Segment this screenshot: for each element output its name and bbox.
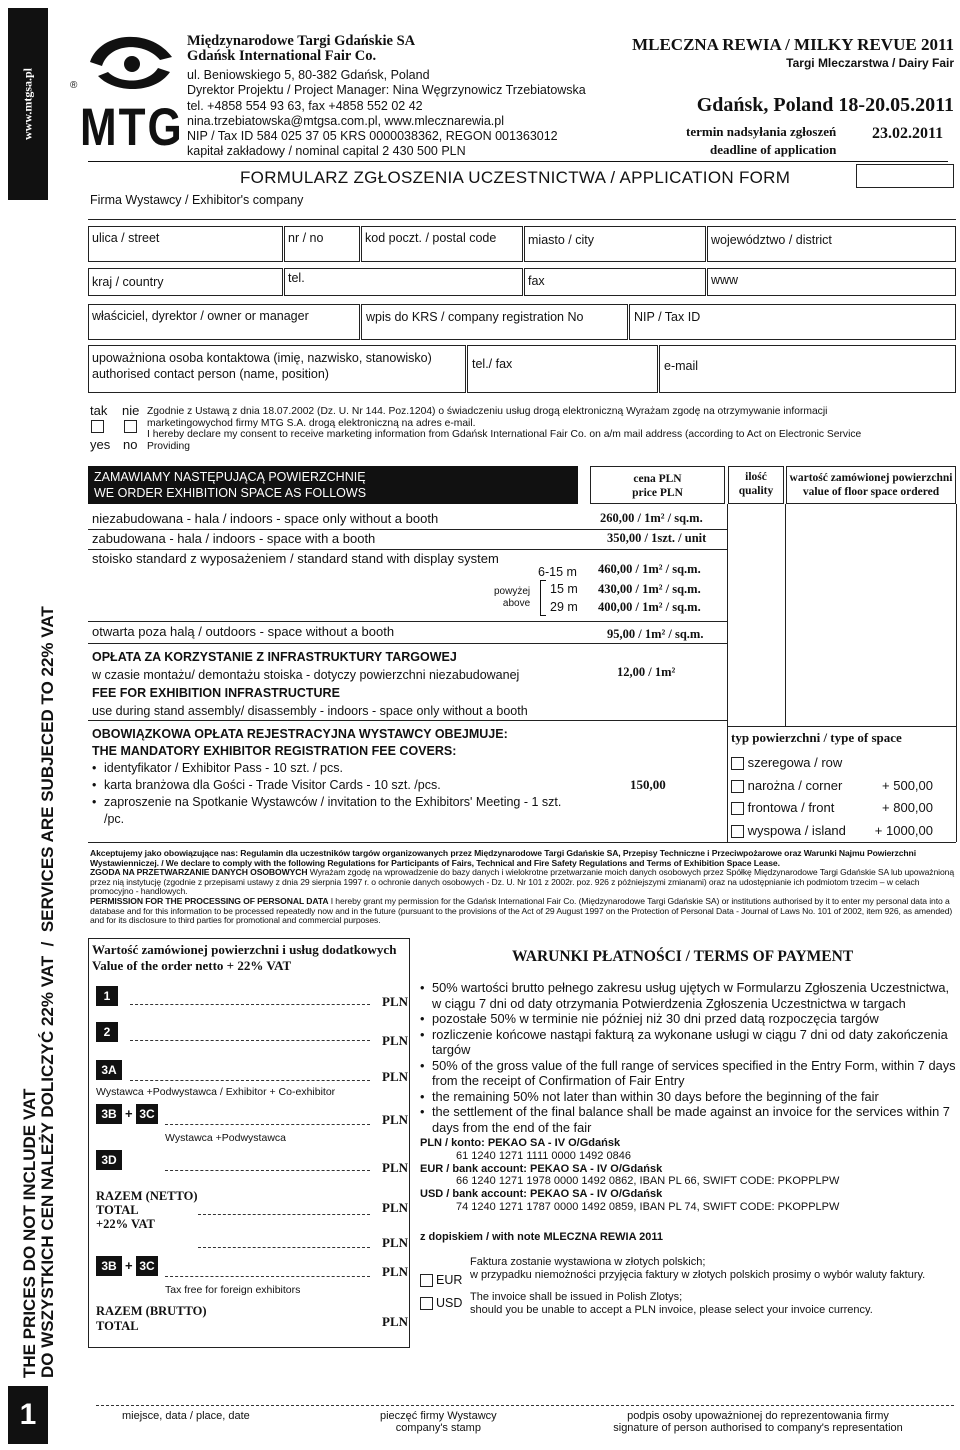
foreign-currency: PLN — [382, 1264, 408, 1279]
item-3d-badge: 3D — [96, 1150, 122, 1170]
space-type-corner-label: narożna / corner — [747, 777, 843, 793]
legal-data-consent-en-text: I hereby grant my permission for the Gdańsk International Fair Co. (Międzynarodowe Targi Gdańskie SA) or institutions authorised by it to enter my personal data into a database and for this information to be processed repeatedly now and in the future (pursuant to the provisions of the Act of 29 August 1997 on the Protection of Personal Data - Journal of Laws No. 101 of 2002, item 926, as amended) and for its disclosure to third parties for promotional and commercial purposes. — [90, 895, 953, 926]
currency-eur-note — [470, 1256, 925, 1282]
event-subtitle: Targi Mleczarstwa / Dairy Fair — [786, 56, 954, 70]
space-type-island[interactable] — [731, 820, 941, 843]
vat-line[interactable] — [198, 1247, 370, 1248]
infra-divider — [88, 720, 728, 721]
legal-data-consent-pl-text: Wyrażam zgodę na wprowadzenie do bazy danych i wielokrotne przetwarzanie moich danych osobowych przez Spółkę Międzynarodowe Targi Gdańskie SA lub upoważnioną przez nią instytucję (zgodnie z przepisami ustawy z dnia 29 sierpnia 1997 r. o ochronie danych osobowych - Dz. U. Nr 101 z 2002r. poz. 926 z późniejszymi zmianami) oraz na udostępnianie ich podmiotom trzecim – w celach promocyjno - handlowych. — [90, 867, 954, 897]
infra-text-en: use during stand assembly/ disassembly - indoors - space only without a booth — [92, 704, 528, 718]
total-net-currency: PLN — [382, 1200, 408, 1215]
organizer-capital: kapitał zakładowy / nominal capital 2 430 500 PLN — [187, 144, 466, 159]
right-border-line — [956, 504, 957, 842]
stamp-label-pl: pieczęć firmy Wystawcy — [380, 1410, 497, 1422]
consent-text-en1: I hereby declare my consent to receive marketing information from Gdańsk International Fair Co. on a/m mail address (according to Act on Electronic Service — [147, 429, 862, 440]
size-6-15-price: 460,00 / 1m² / sq.m. — [598, 562, 701, 576]
row4-price: 95,00 / 1m² / sq.m. — [607, 627, 704, 641]
total-net-line[interactable] — [198, 1214, 370, 1215]
organizer-info — [187, 34, 415, 64]
tel-field[interactable] — [284, 268, 523, 296]
krs-field[interactable] — [361, 304, 628, 340]
registration-number-box[interactable] — [856, 164, 954, 188]
bank-eur-account: 66 1240 1271 1978 0000 1492 0862, IBAN PL 66, SWIFT CODE: PKOPPLPW — [456, 1175, 840, 1188]
legal-regulations: Akceptujemy jako obowiązujące nas: Regulamin dla uczestników targów organizowanych przez Międzynarodowe Targi Gdańskie SA, Przepisy Techniczne i Przeciwpożarowe oraz Warunki Najmu Powierzchni Wystawienniczej. / We declare to comply with the following Regulations for Participants of Fairs, Technical and Fire Safety Regulations and Terms of Exhibition Space Lease. — [90, 848, 916, 868]
qty-header-en: quality — [738, 485, 774, 497]
razem-netto: RAZEM (NETTO) — [96, 1189, 198, 1203]
payment-term-5: • the remaining 50% not later than within 30 days before the beginning of the fair — [420, 1089, 956, 1105]
currency-eur-checkbox[interactable] — [420, 1274, 433, 1287]
item-3b-plus: + — [125, 1106, 133, 1121]
space-type-front-label: frontowa / front — [747, 800, 835, 815]
organizer-address: ul. Beniowskiego 5, 80-382 Gdańsk, Poland — [187, 68, 430, 82]
currency-usd-checkbox[interactable] — [420, 1297, 433, 1310]
district-field[interactable] — [707, 226, 956, 262]
value-header-en: value of floor space ordered — [802, 486, 940, 498]
row1-price: 260,00 / 1m² / sq.m. — [600, 511, 703, 525]
size-6-15: 6-15 m — [538, 565, 577, 579]
www-label: www — [711, 273, 739, 287]
reg-title-en: THE MANDATORY EXHIBITOR REGISTRATION FEE COVERS: — [92, 744, 457, 758]
registered-mark: ® — [70, 80, 78, 91]
space-type-corner-checkbox[interactable] — [731, 780, 744, 793]
order-value-title — [92, 942, 396, 974]
tax-free-label: Tax free for foreign exhibitors — [165, 1284, 301, 1296]
size-15-price: 430,00 / 1m² / sq.m. — [598, 582, 701, 596]
legal-text — [90, 849, 954, 926]
row1-label: niezabudowana - hala / indoors - space only without a booth — [92, 511, 439, 526]
country-label: kraj / country — [92, 275, 164, 289]
mtg-logo — [70, 32, 184, 157]
space-type-front[interactable] — [731, 797, 941, 820]
above-pl: powyżej — [494, 586, 531, 597]
space-type-top-line — [727, 726, 956, 727]
bank-usd-account: 74 1240 1271 1787 0000 1492 0859, IBAN PL 74, SWIFT CODE: PKOPPLPW — [456, 1200, 840, 1213]
item-3d-line[interactable] — [165, 1170, 370, 1171]
order-value-title-pl: Wartość zamówionej powierzchni i usług dodatkowych — [92, 942, 397, 957]
size-29-price: 400,00 / 1m² / sq.m. — [598, 600, 701, 614]
podwystawca-label: Wystawca +Podwystawca — [165, 1132, 286, 1144]
space-type-island-checkbox[interactable] — [731, 825, 744, 838]
item-1-currency: PLN — [382, 994, 408, 1009]
deadline-label-pl: termin nadsyłania zgłoszeń — [686, 124, 837, 139]
contact-label-pl: upoważniona osoba kontaktowa (imię, nazwisko, stanowisko) — [92, 351, 432, 365]
payment-terms-list — [420, 980, 956, 1135]
company-field[interactable] — [88, 188, 956, 220]
item-1-line[interactable] — [130, 1004, 370, 1005]
item-3a-currency: PLN — [382, 1069, 408, 1084]
mtg-logo-mark — [80, 32, 180, 102]
email-label: e-mail — [664, 359, 699, 373]
space-type-row[interactable] — [731, 752, 941, 775]
consent-text — [147, 406, 957, 452]
total-net-label — [96, 1189, 198, 1231]
form-title: FORMULARZ ZGŁOSZENIA UCZESTNICTWA / APPLICATION FORM — [240, 168, 791, 187]
quantity-column-header — [728, 466, 784, 504]
bank-accounts — [420, 1137, 920, 1214]
street-field[interactable] — [88, 226, 283, 262]
payment-term-1: • 50% wartości brutto pełnego zakresu usług ujętych w Formularzu Zgłoszenia Uczestnictwa, w ciągu 7 dni od daty otrzymania Potwierdzenia Zgłoszenia Uczestnictwa w targach — [420, 980, 956, 1011]
size-15: 15 m — [550, 582, 578, 596]
payment-title-spacer — [419, 972, 959, 974]
above-en: above — [502, 598, 531, 609]
organizer-name-en: Gdańsk International Fair Co. — [187, 48, 377, 64]
registration-fee — [92, 726, 562, 828]
fax-label: fax — [528, 274, 545, 288]
total-gross-currency: PLN — [382, 1314, 408, 1329]
space-type-front-price: + 800,00 — [882, 800, 933, 815]
contact-email-field[interactable] — [659, 345, 956, 393]
space-type-list — [731, 752, 941, 842]
reg-item-invitation: • zaproszenie na Spotkanie Wystawców / invitation to the Exhibitors' Meeting - 1 szt. /pc. — [92, 794, 562, 828]
bank-usd-label: USD / bank account: PEKAO SA - IV O/Gdańsk — [420, 1188, 663, 1201]
item-3c-badge-foreign: 3C — [136, 1256, 158, 1276]
nip-field[interactable] — [629, 304, 956, 340]
nip-label: NIP / Tax ID — [634, 310, 701, 324]
row2-label: zabudowana - hala / indoors - space with a booth — [92, 531, 376, 546]
item-3b-badge-foreign: 3B — [96, 1256, 122, 1276]
item-2-badge: 2 — [96, 1022, 118, 1042]
page-number: 1 — [8, 1386, 48, 1444]
city-label: miasto / city — [528, 233, 594, 247]
item-1-badge: 1 — [96, 986, 118, 1006]
stamp-label — [380, 1410, 497, 1434]
logo-text: MTG — [80, 98, 184, 157]
country-field[interactable] — [88, 268, 283, 296]
item-2-line[interactable] — [130, 1040, 370, 1041]
usd-note-1: The invoice shall be issued in Polish Zlotys; — [470, 1291, 683, 1303]
street-label: ulica / street — [92, 231, 160, 245]
bank-eur-label: EUR / bank account: PEKAO SA - IV O/Gdańsk — [420, 1162, 663, 1175]
payment-term-6: • the settlement of the final balance shall be made against an invoice for the services within 7 days from the end of the fair — [420, 1104, 956, 1135]
item-3a-badge: 3A — [96, 1060, 122, 1080]
organizer-phone: tel. +4858 554 93 63, fax +4858 552 02 42 — [187, 98, 423, 113]
payment-term-4: • 50% of the gross value of the full range of services specified in the Entry Form, within 7 days from the receipt of Confirmation of Fair Entry — [420, 1058, 956, 1089]
total-gross-label — [96, 1304, 207, 1334]
item-3d-currency: PLN — [382, 1160, 408, 1175]
total-gross: TOTAL — [96, 1319, 139, 1333]
tel-label: tel. — [288, 271, 305, 285]
qty-header-pl: ilość — [745, 471, 767, 483]
organizer-name: Międzynarodowe Targi Gdańskie SA — [187, 33, 416, 49]
reg-item-pass: • identyfikator / Exhibitor Pass - 10 szt. / pcs. — [92, 760, 562, 777]
consent-yes-checkbox[interactable] — [91, 420, 104, 433]
legal-data-consent-en-title: PERMISSION FOR THE PROCESSING OF PERSONAL DATA — [90, 895, 329, 906]
organizer-email-web: nina.trzebiatowska@mtgsa.com.pl, www.mlecznarewia.pl — [187, 113, 504, 128]
consent-no-label: no — [123, 437, 138, 452]
consent-text-en2: Providing — [147, 440, 190, 452]
consent-nie-label: nie — [122, 403, 140, 418]
order-value-title-en: Value of the order netto + 22% VAT — [92, 958, 292, 973]
order-header-en: WE ORDER EXHIBITION SPACE AS FOLLOWS — [94, 486, 367, 500]
legal-data-consent-en — [90, 897, 954, 926]
item-3bc-currency: PLN — [382, 1112, 408, 1127]
postal-label: kod poczt. / postal code — [365, 231, 497, 245]
postal-field[interactable] — [361, 226, 523, 262]
website-url: www.mtgsa.pl — [20, 67, 35, 141]
order-bottom-line — [88, 842, 956, 843]
stamp-label-en: company's stamp — [395, 1422, 481, 1434]
size-29: 29 m — [550, 600, 578, 614]
payment-term-2: • pozostałe 50% w terminie nie później niż 30 dni przed datą rozpoczęcia targów — [420, 1011, 956, 1027]
item-2-currency: PLN — [382, 1033, 408, 1048]
reg-item-visitor-cards: • karta branżowa dla Gości - Trade Visitor Cards - 10 szt. /pcs. — [92, 777, 562, 794]
krs-label: wpis do KRS / company registration No — [366, 310, 584, 324]
space-type-island-price: + 1000,00 — [874, 822, 933, 838]
space-type-island-label: wyspowa / island — [747, 822, 846, 838]
place-date-label: miejsce, data / place, date — [122, 1410, 250, 1422]
signature-line[interactable] — [96, 1405, 954, 1406]
infra-title-en: FEE FOR EXHIBITION INFRASTRUCTURE — [92, 686, 340, 700]
infra-title-pl: OPŁATA ZA KORZYSTANIE Z INFRASTRUKTURY TARGOWEJ — [92, 650, 457, 664]
telfax-label: tel./ fax — [472, 357, 513, 371]
item-3bc-line[interactable] — [165, 1124, 370, 1125]
reg-title-pl: OBOWIĄZKOWA OPŁATA REJESTRACYJNA WYSTAWCY OBEJMUJE: — [92, 727, 508, 741]
owner-field[interactable] — [88, 304, 360, 340]
currency-eur-label: EUR — [436, 1273, 463, 1287]
vat-note-pl: DO WSZYSTKICH CEN NALEŻY DOLICZYĆ 22% VAT / SERVICES ARE SUBJECED TO 22% VAT — [38, 606, 57, 1378]
currency-usd-note — [470, 1291, 873, 1317]
foreign-line[interactable] — [165, 1276, 370, 1277]
item-3c-badge: 3C — [136, 1104, 158, 1124]
event-place-date: Gdańsk, Poland 18-20.05.2011 — [696, 94, 954, 116]
payment-title: WARUNKI PŁATNOŚCI / TERMS OF PAYMENT — [512, 948, 854, 965]
owner-label: właściciel, dyrektor / owner or manager — [92, 309, 309, 323]
price-header-en: price PLN — [632, 487, 683, 499]
event-title: MLECZNA REWIA / MILKY REVUE 2011 — [632, 35, 954, 54]
contact-person-label — [92, 350, 432, 382]
value-column-header — [786, 466, 956, 504]
reg-price: 150,00 — [630, 777, 666, 792]
vat-note-en: THE PRICES DO NOT INCLUDE VAT — [20, 1088, 39, 1378]
organizer-nip: NIP / Tax ID 584 025 37 05 KRS 0000038362, REGON 001363012 — [187, 129, 558, 144]
signature-label-pl: podpis osoby upoważnionej do reprezentowania firmy — [627, 1410, 889, 1422]
legal-data-consent-pl-title: ZGODA NA PRZETWARZANIE DANYCH OSOBOWYCH — [90, 867, 308, 878]
consent-yes-label: yes — [90, 437, 111, 452]
infrastructure-fee — [92, 648, 592, 720]
number-field[interactable] — [284, 226, 360, 262]
city-field[interactable] — [524, 226, 706, 262]
consent-no-checkbox[interactable] — [124, 420, 137, 433]
consent-text-pl2: marketingowychod firmy MTG S.A. drogą elektroniczną na adres e-mail. — [147, 417, 476, 429]
company-label: Firma Wystawcy / Exhibitor's company — [90, 193, 304, 207]
www-field[interactable] — [707, 268, 956, 296]
number-label: nr / no — [288, 231, 324, 245]
price-header-pl: cena PLN — [633, 473, 682, 485]
bank-pln-account: 61 1240 1271 1111 0000 1492 0846 — [456, 1149, 631, 1162]
order-header — [88, 466, 578, 504]
total-net: TOTAL — [96, 1203, 139, 1217]
bank-pln-label: PLN / konto: PEKAO SA - IV O/Gdańsk — [420, 1137, 621, 1149]
contact-person-field[interactable] — [88, 345, 466, 393]
above-label — [494, 586, 530, 610]
price-column-header — [590, 466, 725, 504]
signature-label — [608, 1410, 908, 1434]
reg-items — [92, 760, 562, 828]
consent-tak-label: tak — [90, 403, 108, 418]
space-type-corner-price: + 500,00 — [882, 777, 933, 793]
vat-currency: PLN — [382, 1235, 408, 1250]
header-divider — [88, 161, 948, 162]
consent-text-pl1: Zgodnie z Ustawą z dnia 18.07.2002 (Dz. U. Nr 144. Poz.1204) o świadczeniu usług drogą elektroniczną Wyrażam zgodę na otrzymywanie informacji — [147, 406, 828, 417]
order-header-pl: ZAMAWIAMY NASTĘPUJĄCĄ POWIERZCHNIĘ — [94, 470, 366, 484]
deadline-date: 23.02.2011 — [872, 125, 944, 142]
deadline-label-en: deadline of application — [710, 142, 837, 157]
above-bracket — [540, 580, 546, 616]
fax-field[interactable] — [524, 268, 706, 296]
razem-brutto: RAZEM (BRUTTO) — [96, 1304, 207, 1318]
vat-label: +22% VAT — [96, 1217, 155, 1231]
legal-data-consent-pl — [90, 868, 954, 897]
usd-note-2: should you be unable to accept a PLN invoice, please select your invoice currency. — [470, 1304, 873, 1316]
payment-note: z dopiskiem / with note MLECZNA REWIA 2011 — [420, 1231, 664, 1243]
project-manager: Dyrektor Projektu / Project Manager: Nina Węgrzynowicz Trzebiatowska — [187, 83, 586, 98]
eur-note-2: w przypadku niemożności przyjęcia faktury w złotych polskich prosimy o wybór waluty faktury. — [470, 1269, 926, 1281]
eur-note-1: Faktura zostanie wystawiona w złotych polskich; — [470, 1256, 706, 1268]
row2-price: 350,00 / 1szt. / unit — [607, 531, 707, 545]
qty-column-line — [727, 504, 728, 842]
currency-usd-label: USD — [436, 1296, 463, 1310]
contact-label-en: authorised contact person (name, position) — [92, 367, 329, 381]
space-type-row-checkbox[interactable] — [731, 757, 744, 770]
item-3b-foreign-plus: + — [125, 1258, 133, 1273]
infra-text-pl: w czasie montażu/ demontażu stoiska - dotyczy powierzchni niezabudowanej — [92, 668, 520, 682]
sidebar-website-tab — [8, 8, 48, 200]
value-column-line — [785, 504, 786, 726]
space-type-title: typ powierzchni / type of space — [731, 730, 902, 745]
value-header-pl: wartość zamówionej powierzchni — [789, 472, 953, 484]
item-3a-line[interactable] — [130, 1080, 370, 1081]
item-3b-badge: 3B — [96, 1104, 122, 1124]
organizer-details — [187, 68, 586, 160]
contact-telfax-field[interactable] — [467, 345, 658, 393]
infra-price: 12,00 / 1m² — [617, 665, 676, 679]
space-type-row-label: szeregowa / row — [747, 755, 843, 770]
space-type-corner[interactable] — [731, 775, 941, 798]
signature-label-en: signature of person authorised to company's representation — [613, 1422, 903, 1434]
payment-term-3: • rozliczenie końcowe nastąpi fakturą za wykonane usługi w ciągu 7 dni od daty zakończenia targów — [420, 1027, 956, 1058]
row4-label: otwarta poza halą / outdoors - space without a booth — [92, 624, 395, 639]
space-type-front-checkbox[interactable] — [731, 802, 744, 815]
co-exhibitor-label: Wystawca +Podwystawca / Exhibitor + Co-exhibitor — [96, 1086, 336, 1098]
district-label: województwo / district — [711, 233, 832, 247]
row3-label: stoisko standard z wyposażeniem / standard stand with display system — [92, 551, 499, 566]
